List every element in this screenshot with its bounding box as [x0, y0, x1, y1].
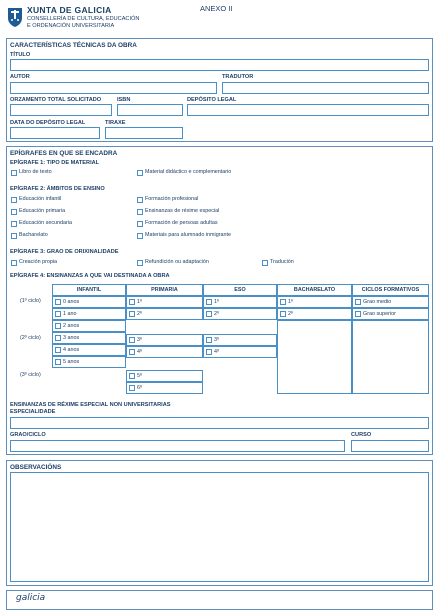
checkbox-3-anos[interactable]	[55, 335, 61, 341]
option-5-anos: 5 anos	[63, 359, 80, 365]
annex-label: ANEXO II	[200, 4, 233, 13]
checkbox-eso-2[interactable]	[206, 311, 212, 317]
legal-deposit-field[interactable]	[187, 104, 429, 116]
infantil-row-2	[52, 320, 126, 332]
checkbox-own-creation[interactable]	[11, 260, 17, 266]
option-textbook: Libro de texto	[19, 169, 52, 175]
infantil-row-1	[52, 308, 126, 320]
checkbox-primaria-2[interactable]	[129, 311, 135, 317]
budget-label: ORZAMENTO TOTAL SOLICITADO	[10, 97, 102, 103]
isbn-field[interactable]	[117, 104, 183, 116]
checkbox-secondary-education[interactable]	[11, 221, 17, 227]
option-eso-2: 2º	[214, 311, 219, 317]
header-ciclos: CICLOS FORMATIVOS	[352, 284, 429, 296]
option-eso-3: 3º	[214, 337, 219, 343]
option-grao-medio: Grao medio	[363, 299, 392, 305]
specialty-field[interactable]	[10, 417, 429, 429]
primaria-row-2	[126, 308, 203, 320]
logo-title: XUNTA DE GALICIA	[27, 5, 112, 15]
checkbox-bach-2[interactable]	[280, 311, 286, 317]
option-infant-education: Educación infantil	[19, 196, 62, 202]
author-field[interactable]	[10, 82, 217, 94]
checkbox-primary-education[interactable]	[11, 209, 17, 215]
checkbox-special-regime[interactable]	[137, 209, 143, 215]
option-primaria-1: 1º	[137, 299, 142, 305]
cycle-label-1: (1º ciclo)	[20, 298, 41, 304]
infantil-row-4	[52, 344, 126, 356]
checkbox-grao-medio[interactable]	[355, 299, 361, 305]
epigraph-3-heading: EPÍGRAFE 3: GRAO DE ORIXINALIDADE	[10, 249, 119, 255]
option-primaria-5: 5º	[137, 373, 142, 379]
checkbox-primaria-6[interactable]	[129, 385, 135, 391]
xunta-logo	[6, 6, 24, 28]
header-bacharelato: BACHARELATO	[277, 284, 352, 296]
title-label: TÍTULO	[10, 52, 31, 58]
infantil-row-3	[52, 332, 126, 344]
epigraph-4-heading: EPÍGRAFE 4: ENSINANZAS A QUE VAI DESTINADA A OBRA	[10, 273, 170, 279]
checkbox-bach-1[interactable]	[280, 299, 286, 305]
option-special-regime: Ensinanzas de réxime especial	[145, 208, 220, 214]
grade-cycle-field[interactable]	[10, 440, 345, 452]
option-primaria-6: 6º	[137, 385, 142, 391]
cycle-label-3: (3º ciclo)	[20, 372, 41, 378]
checkbox-eso-3[interactable]	[206, 337, 212, 343]
primaria-row-5	[126, 370, 203, 382]
checkbox-grao-superior[interactable]	[355, 311, 361, 317]
infantil-row-0	[52, 296, 126, 308]
checkbox-5-anos[interactable]	[55, 359, 61, 365]
budget-field[interactable]	[10, 104, 112, 116]
deposit-date-label: DATA DO DEPÓSITO LEGAL	[10, 120, 86, 126]
checkbox-eso-4[interactable]	[206, 349, 212, 355]
xunta-shield-icon	[6, 6, 24, 28]
option-primary-education: Educación primaria	[19, 208, 66, 214]
checkbox-4-anos[interactable]	[55, 347, 61, 353]
primaria-row-1	[126, 296, 203, 308]
option-secondary-education: Educación secundaria	[19, 220, 73, 226]
checkbox-textbook[interactable]	[11, 170, 17, 176]
option-1-ano: 1 ano	[63, 311, 77, 317]
header-primaria: PRIMARIA	[126, 284, 203, 296]
checkbox-primaria-3[interactable]	[129, 337, 135, 343]
observations-field[interactable]	[10, 472, 429, 582]
option-3-anos: 3 anos	[63, 335, 80, 341]
option-translation: Tradución	[270, 259, 294, 265]
deposit-date-field[interactable]	[10, 127, 100, 139]
option-grao-superior: Grao superior	[363, 311, 396, 317]
eso-row-2	[203, 308, 277, 320]
option-0-anos: 0 anos	[63, 299, 80, 305]
option-adaptation: Refundición ou adaptación	[145, 259, 209, 265]
option-baccalaureate: Bacharelato	[19, 232, 48, 238]
translator-field[interactable]	[222, 82, 429, 94]
bach-row-1	[277, 296, 352, 308]
checkbox-translation[interactable]	[262, 260, 268, 266]
primaria-row-4	[126, 346, 203, 358]
cycle-label-2: (2º ciclo)	[20, 335, 41, 341]
option-eso-1: 1º	[214, 299, 219, 305]
department-line-1: CONSELLERÍA DE CULTURA, EDUCACIÓN	[27, 16, 140, 22]
checkbox-primaria-1[interactable]	[129, 299, 135, 305]
ciclos-row-1	[352, 296, 429, 308]
bach-row-2	[277, 308, 352, 320]
option-primaria-4: 4º	[137, 349, 142, 355]
option-vocational-training: Formación profesional	[145, 196, 199, 202]
special-regime-title: ENSINANZAS DE RÉXIME ESPECIAL NON UNIVERSITARIAS	[10, 402, 171, 408]
checkbox-adaptation[interactable]	[137, 260, 143, 266]
checkbox-eso-1[interactable]	[206, 299, 212, 305]
print-run-field[interactable]	[105, 127, 183, 139]
isbn-label: ISBN	[117, 97, 131, 103]
option-own-creation: Creación propia	[19, 259, 58, 265]
header-eso: ESO	[203, 284, 277, 296]
header-infantil: INFANTIL	[52, 284, 126, 296]
print-run-label: TIRAXE	[105, 120, 126, 126]
primaria-row-6	[126, 382, 203, 394]
eso-row-3	[203, 334, 277, 346]
checkbox-primaria-4[interactable]	[129, 349, 135, 355]
option-2-anos: 2 anos	[63, 323, 80, 329]
department-line-2: E ORDENACIÓN UNIVERSITARIA	[27, 23, 115, 29]
footer-bar	[6, 590, 433, 610]
epigraph-1-heading: EPÍGRAFE 1: TIPO DE MATERIAL	[10, 160, 100, 166]
option-primaria-3: 3º	[137, 337, 142, 343]
eso-row-4	[203, 346, 277, 358]
infantil-row-5	[52, 356, 126, 368]
title-field[interactable]	[10, 59, 429, 71]
checkbox-vocational-training[interactable]	[137, 197, 143, 203]
author-label: AUTOR	[10, 74, 30, 80]
translator-label: TRADUTOR	[222, 74, 254, 80]
option-4-anos: 4 anos	[63, 347, 80, 353]
galicia-logo: galicia	[16, 593, 46, 603]
option-primaria-2: 2º	[137, 311, 142, 317]
checkbox-immigrant-materials[interactable]	[137, 233, 143, 239]
course-field[interactable]	[351, 440, 429, 452]
checkbox-0-anos[interactable]	[55, 299, 61, 305]
option-didactic-material: Material didáctico e complementario	[145, 169, 232, 175]
checkbox-infant-education[interactable]	[11, 197, 17, 203]
specialty-label: ESPECIALIDADE	[10, 409, 56, 415]
checkbox-baccalaureate[interactable]	[11, 233, 17, 239]
observations-title: OBSERVACIÓNS	[10, 464, 62, 471]
checkbox-2-anos[interactable]	[55, 323, 61, 329]
ciclos-row-2	[352, 308, 429, 320]
option-bach-1: 1º	[288, 299, 293, 305]
option-adult-education: Formación de persoas adultas	[145, 220, 218, 226]
option-immigrant-materials: Materiais para alumnado inmigrante	[145, 232, 231, 238]
epigraphs-section-title: EPÍGRAFES EN QUE SE ENCADRA	[10, 150, 118, 157]
bach-empty-column	[277, 320, 352, 394]
legal-deposit-label: DEPÓSITO LEGAL	[187, 97, 237, 103]
course-label: CURSO	[351, 432, 372, 438]
checkbox-adult-education[interactable]	[137, 221, 143, 227]
option-bach-2: 2º	[288, 311, 293, 317]
eso-row-1	[203, 296, 277, 308]
checkbox-primaria-5[interactable]	[129, 373, 135, 379]
primaria-row-3	[126, 334, 203, 346]
ciclos-empty-column	[352, 320, 429, 394]
checkbox-didactic-material[interactable]	[137, 170, 143, 176]
epigraph-2-heading: EPÍGRAFE 2: ÁMBITOS DE ENSINO	[10, 186, 105, 192]
checkbox-1-ano[interactable]	[55, 311, 61, 317]
technical-section-title: CARACTERÍSTICAS TÉCNICAS DA OBRA	[10, 42, 137, 49]
grade-cycle-label: GRAO/CICLO	[10, 432, 46, 438]
option-eso-4: 4º	[214, 349, 219, 355]
